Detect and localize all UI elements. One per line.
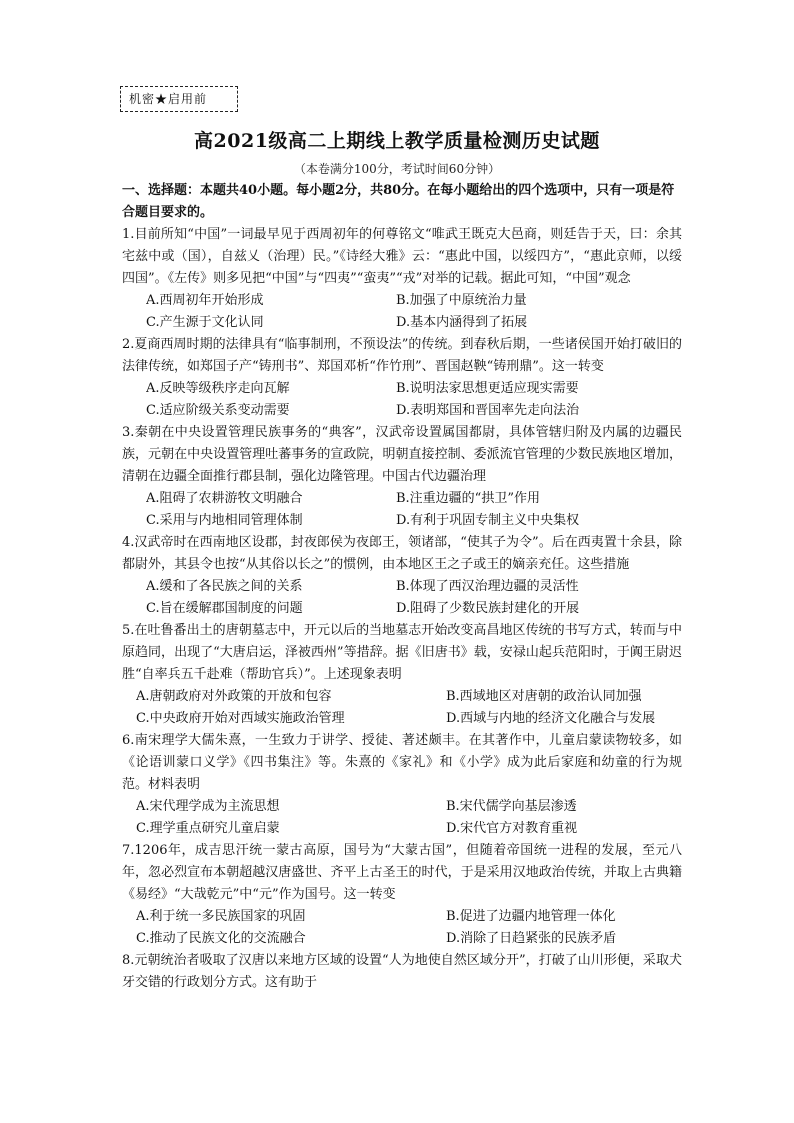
question	[122, 334, 682, 422]
option-b: B.说明法家思想更适应现实需要	[396, 381, 579, 396]
option-b: B.体现了西汉治理边疆的灵活性	[396, 579, 579, 594]
question	[122, 422, 682, 532]
question-stem: 4.汉武帝时在西南地区设郡，封夜郎侯为夜郎王，领诸部，“使其子为令”。后在西夷置十余县，除都尉外，其县令也按“从其俗以长之”的惯例，由本地区王之子或王的嫡亲充任。这些措施	[122, 535, 682, 572]
option-c: C.理学重点研究儿童启蒙	[136, 821, 280, 836]
option-d: D.表明郑国和晋国率先走向法治	[396, 403, 580, 418]
section-heading: 一、选择题：本题共40小题。每小题2分，共80分。在每小题给出的四个选项中，只有一项是符合题目要求的。	[122, 183, 675, 220]
option-b: B.加强了中原统治力量	[396, 293, 527, 308]
option-b: B.宋代儒学向基层渗透	[446, 799, 577, 814]
option-b: B.促进了边疆内地管理一体化	[446, 909, 616, 924]
question	[122, 224, 682, 334]
question-area	[122, 180, 682, 994]
option-a: A.缓和了各民族之间的关系	[146, 579, 303, 594]
question	[122, 620, 682, 730]
option-d: D.基本内涵得到了拓展	[396, 315, 528, 330]
option-a: A.利于统一多民族国家的巩固	[136, 909, 306, 924]
question	[122, 532, 682, 620]
question	[122, 950, 682, 994]
option-a: A.唐朝政府对外政策的开放和包容	[136, 689, 332, 704]
question	[122, 840, 682, 950]
question-stem: 6.南宋理学大儒朱熹，一生致力于讲学、授徒、著述颇丰。在其著作中，儿童启蒙读物较多，如《论语训蒙口义学》《四书集注》等。朱熹的《家礼》和《小学》成为此后家庭和幼童的行为规范。材料表明	[122, 733, 682, 792]
option-a: A.西周初年开始形成	[146, 293, 264, 308]
confidential-label: 机密★启用前	[120, 86, 238, 112]
option-c: C.推动了民族文化的交流融合	[136, 931, 306, 946]
option-c: C.旨在缓解郡国制度的问题	[146, 601, 303, 616]
option-d: D.有利于巩固专制主义中央集权	[396, 513, 580, 528]
option-b: B.西域地区对唐朝的政治认同加强	[446, 689, 642, 704]
question-stem: 3.秦朝在中央设置管理民族事务的“典客”，汉武帝设置属国都尉，具体管辖归附及内属的边疆民族，元朝在中央设置管理吐蕃事务的宣政院，明朝直接控制、委派流官管理的少数民族地区增加，清朝在边疆全面推行郡县制，强化边隆管理。中国古代边疆治理	[122, 425, 682, 484]
option-c: C.适应阶级关系变动需要	[146, 403, 290, 418]
option-c: C.采用与内地相同管理体制	[146, 513, 303, 528]
exam-title: 高2021级高二上期线上教学质量检测历史试题	[194, 130, 600, 152]
question-stem: 8.元朝统治者吸取了汉唐以来地方区域的设置“人为地使自然区域分开”，打破了山川形便，采取犬牙交错的行政划分方式。这有助于	[122, 953, 682, 990]
option-a: A.宋代理学成为主流思想	[136, 799, 280, 814]
question-stem: 7.1206年，成吉思汗统一蒙古高原，国号为“大蒙古国”，但随着帝国统一进程的发展，至元八年，忽必烈宣布本朝超越汉唐盛世、齐平上古圣王的时代，于是采用汉地政治传统，并取上古典籍《易经》“大哉乾元”中“元”作为国号。这一转变	[122, 843, 682, 902]
option-a: A.阻碍了农耕游牧文明融合	[146, 491, 303, 506]
option-c: C.中央政府开始对西域实施政治管理	[136, 711, 345, 726]
question	[122, 730, 682, 840]
option-a: A.反映等级秩序走向瓦解	[146, 381, 290, 396]
option-b: B.注重边疆的“拱卫”作用	[396, 491, 540, 506]
option-d: D.阻碍了少数民族封建化的开展	[396, 601, 580, 616]
question-stem: 2.夏商西周时期的法律具有“临事制刑，不预设法”的传统。到春秋后期，一些诸侯国开始打破旧的法律传统，如郑国子产“铸刑书”、郑国邓析“作竹刑”、晋国赵鞅“铸刑鼎”。这一转变	[122, 337, 682, 374]
option-d: D.西域与内地的经济文化融合与发展	[446, 711, 656, 726]
exam-subtitle: （本卷满分100分，考试时间60分钟）	[293, 162, 501, 176]
option-c: C.产生源于文化认同	[146, 315, 264, 330]
question-stem: 1.目前所知“中国”一词最早见于西周初年的何尊铭文“唯武王既克大邑商，则廷告于天，曰：余其宅兹中或（国），自兹乂（治理）民。”《诗经大雅》云：“惠此中国，以绥四方”，“惠此京师，以绥四国”。《左传》则多见把“中国”与“四夷”“蛮夷”“戎”对举的记载。据此可知，“中国”观念	[122, 227, 682, 286]
option-d: D.宋代官方对教育重视	[446, 821, 578, 836]
option-d: D.消除了日趋紧张的民族矛盾	[446, 931, 617, 946]
question-stem: 5.在吐鲁番出土的唐朝墓志中，开元以后的当地墓志开始改变高昌地区传统的书写方式，转而与中原趋同，出现了“大唐启运，泽被西州”等措辞。据《旧唐书》载，安禄山起兵范阳时，于阗王尉迟胜“自率兵五千赴难（帮助官兵）”。上述现象表明	[122, 623, 682, 682]
